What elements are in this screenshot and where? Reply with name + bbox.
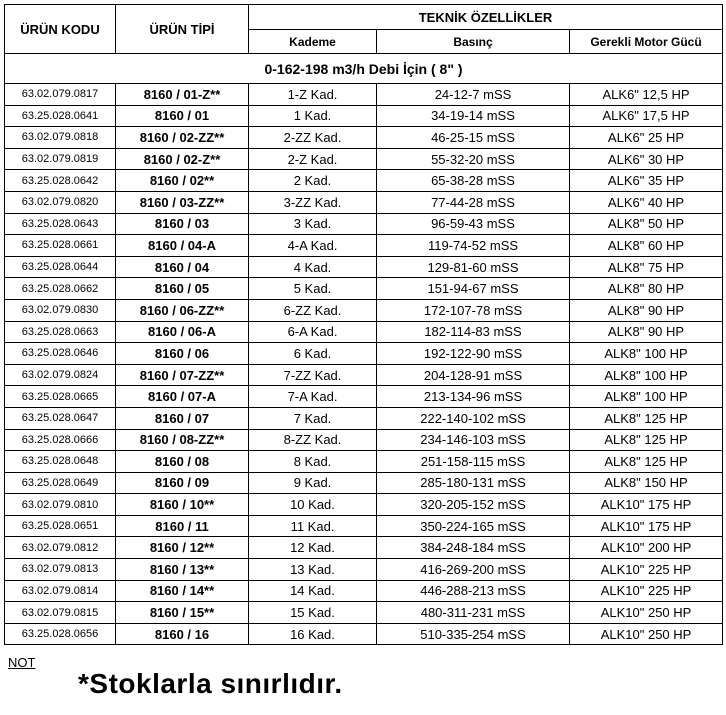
stage-cell: 13 Kad. — [249, 559, 377, 581]
pressure-cell: 350-224-165 mSS — [377, 515, 570, 537]
table-row — [5, 429, 723, 451]
stage-cell: 4-A Kad. — [249, 235, 377, 257]
table-row — [5, 148, 723, 170]
product-code-cell: 63.02.079.0819 — [5, 148, 116, 170]
table-row — [5, 364, 723, 386]
product-type-cell: 8160 / 08 — [116, 451, 249, 473]
pressure-cell: 96-59-43 mSS — [377, 213, 570, 235]
motor-power-cell: ALK6" 12,5 HP — [570, 84, 723, 106]
pressure-cell: 251-158-115 mSS — [377, 451, 570, 473]
product-type-cell: 8160 / 16 — [116, 623, 249, 645]
motor-power-cell: ALK10" 225 HP — [570, 559, 723, 581]
header-product-type: ÜRÜN TİPİ — [116, 5, 249, 54]
product-code-cell: 63.25.028.0648 — [5, 451, 116, 473]
pressure-cell: 55-32-20 mSS — [377, 148, 570, 170]
motor-power-cell: ALK8" 80 HP — [570, 278, 723, 300]
stage-cell: 7-A Kad. — [249, 386, 377, 408]
product-type-cell: 8160 / 11 — [116, 515, 249, 537]
product-type-cell: 8160 / 04 — [116, 256, 249, 278]
pressure-cell: 151-94-67 mSS — [377, 278, 570, 300]
motor-power-cell: ALK8" 100 HP — [570, 343, 723, 365]
pressure-cell: 446-288-213 mSS — [377, 580, 570, 602]
stage-cell: 6-A Kad. — [249, 321, 377, 343]
product-code-cell: 63.02.079.0824 — [5, 364, 116, 386]
pressure-cell: 24-12-7 mSS — [377, 84, 570, 106]
stage-cell: 7 Kad. — [249, 407, 377, 429]
product-code-cell: 63.25.028.0649 — [5, 472, 116, 494]
stage-cell: 8 Kad. — [249, 451, 377, 473]
product-code-cell: 63.25.028.0644 — [5, 256, 116, 278]
product-type-cell: 8160 / 08-ZZ** — [116, 429, 249, 451]
pressure-cell: 182-114-83 mSS — [377, 321, 570, 343]
stage-cell: 7-ZZ Kad. — [249, 364, 377, 386]
product-code-cell: 63.25.028.0643 — [5, 213, 116, 235]
product-code-cell: 63.25.028.0641 — [5, 105, 116, 127]
table-row — [5, 278, 723, 300]
table-row — [5, 191, 723, 213]
pressure-cell: 222-140-102 mSS — [377, 407, 570, 429]
motor-power-cell: ALK8" 60 HP — [570, 235, 723, 257]
product-type-cell: 8160 / 03-ZZ** — [116, 191, 249, 213]
product-type-cell: 8160 / 05 — [116, 278, 249, 300]
table-row — [5, 170, 723, 192]
product-type-cell: 8160 / 13** — [116, 559, 249, 581]
table-row — [5, 235, 723, 257]
stage-cell: 6-ZZ Kad. — [249, 299, 377, 321]
product-type-cell: 8160 / 07-A — [116, 386, 249, 408]
motor-power-cell: ALK8" 90 HP — [570, 321, 723, 343]
stage-cell: 14 Kad. — [249, 580, 377, 602]
motor-power-cell: ALK10" 175 HP — [570, 494, 723, 516]
product-type-cell: 8160 / 06-ZZ** — [116, 299, 249, 321]
product-code-cell: 63.02.079.0815 — [5, 602, 116, 624]
motor-power-cell: ALK8" 125 HP — [570, 407, 723, 429]
motor-power-cell: ALK8" 100 HP — [570, 386, 723, 408]
table-row — [5, 515, 723, 537]
motor-power-cell: ALK6" 40 HP — [570, 191, 723, 213]
pressure-cell: 192-122-90 mSS — [377, 343, 570, 365]
product-code-cell: 63.02.079.0810 — [5, 494, 116, 516]
pressure-cell: 129-81-60 mSS — [377, 256, 570, 278]
motor-power-cell: ALK8" 75 HP — [570, 256, 723, 278]
table-row — [5, 602, 723, 624]
pressure-cell: 172-107-78 mSS — [377, 299, 570, 321]
pressure-cell: 416-269-200 mSS — [377, 559, 570, 581]
product-code-cell: 63.25.028.0651 — [5, 515, 116, 537]
stage-cell: 2-ZZ Kad. — [249, 127, 377, 149]
stage-cell: 6 Kad. — [249, 343, 377, 365]
pressure-cell: 46-25-15 mSS — [377, 127, 570, 149]
motor-power-cell: ALK10" 175 HP — [570, 515, 723, 537]
product-code-cell: 63.02.079.0820 — [5, 191, 116, 213]
product-code-cell: 63.25.028.0642 — [5, 170, 116, 192]
flow-rate-label: 0-162-198 m3/h Debi İçin ( 8" ) — [5, 54, 723, 84]
product-code-cell: 63.02.079.0817 — [5, 84, 116, 106]
pressure-cell: 285-180-131 mSS — [377, 472, 570, 494]
header-motor-power: Gerekli Motor Gücü — [570, 30, 723, 54]
pressure-cell: 34-19-14 mSS — [377, 105, 570, 127]
note-label: NOT — [8, 655, 36, 670]
table-row — [5, 559, 723, 581]
product-code-cell: 63.02.079.0830 — [5, 299, 116, 321]
motor-power-cell: ALK6" 17,5 HP — [570, 105, 723, 127]
product-code-cell: 63.25.028.0666 — [5, 429, 116, 451]
pressure-cell: 510-335-254 mSS — [377, 623, 570, 645]
stage-cell: 11 Kad. — [249, 515, 377, 537]
stage-cell: 3-ZZ Kad. — [249, 191, 377, 213]
motor-power-cell: ALK8" 150 HP — [570, 472, 723, 494]
motor-power-cell: ALK10" 225 HP — [570, 580, 723, 602]
header-product-code: ÜRÜN KODU — [5, 5, 116, 54]
product-code-cell: 63.25.028.0663 — [5, 321, 116, 343]
table-row — [5, 494, 723, 516]
product-type-cell: 8160 / 01 — [116, 105, 249, 127]
stage-cell: 9 Kad. — [249, 472, 377, 494]
table-row — [5, 213, 723, 235]
product-code-cell: 63.02.079.0813 — [5, 559, 116, 581]
table-row — [5, 343, 723, 365]
motor-power-cell: ALK8" 90 HP — [570, 299, 723, 321]
pressure-cell: 384-248-184 mSS — [377, 537, 570, 559]
product-code-cell: 63.25.028.0656 — [5, 623, 116, 645]
table-row — [5, 84, 723, 106]
product-code-cell: 63.02.079.0814 — [5, 580, 116, 602]
motor-power-cell: ALK8" 100 HP — [570, 364, 723, 386]
table-row — [5, 299, 723, 321]
product-code-cell: 63.25.028.0665 — [5, 386, 116, 408]
pressure-cell: 234-146-103 mSS — [377, 429, 570, 451]
product-type-cell: 8160 / 07 — [116, 407, 249, 429]
product-type-cell: 8160 / 14** — [116, 580, 249, 602]
stage-cell: 1 Kad. — [249, 105, 377, 127]
pressure-cell: 65-38-28 mSS — [377, 170, 570, 192]
stage-cell: 12 Kad. — [249, 537, 377, 559]
stage-cell: 8-ZZ Kad. — [249, 429, 377, 451]
table-row — [5, 127, 723, 149]
product-type-cell: 8160 / 06 — [116, 343, 249, 365]
product-code-cell: 63.25.028.0647 — [5, 407, 116, 429]
stage-cell: 16 Kad. — [249, 623, 377, 645]
motor-power-cell: ALK8" 125 HP — [570, 429, 723, 451]
table-row — [5, 386, 723, 408]
product-code-cell: 63.02.079.0812 — [5, 537, 116, 559]
product-type-cell: 8160 / 02** — [116, 170, 249, 192]
motor-power-cell: ALK8" 50 HP — [570, 213, 723, 235]
header-technical-specs: TEKNİK ÖZELLİKLER — [249, 5, 723, 30]
table-row — [5, 472, 723, 494]
note-text: *Stoklarla sınırlıdır. — [78, 668, 343, 699]
product-type-cell: 8160 / 12** — [116, 537, 249, 559]
product-code-cell: 63.25.028.0662 — [5, 278, 116, 300]
table-row — [5, 537, 723, 559]
header-pressure: Basınç — [377, 30, 570, 54]
stage-cell: 1-Z Kad. — [249, 84, 377, 106]
stage-cell: 10 Kad. — [249, 494, 377, 516]
product-type-cell: 8160 / 06-A — [116, 321, 249, 343]
product-type-cell: 8160 / 02-Z** — [116, 148, 249, 170]
motor-power-cell: ALK6" 30 HP — [570, 148, 723, 170]
table-row — [5, 321, 723, 343]
stage-cell: 2 Kad. — [249, 170, 377, 192]
pressure-cell: 213-134-96 mSS — [377, 386, 570, 408]
product-code-cell: 63.25.028.0661 — [5, 235, 116, 257]
stage-cell: 5 Kad. — [249, 278, 377, 300]
product-type-cell: 8160 / 01-Z** — [116, 84, 249, 106]
product-type-cell: 8160 / 15** — [116, 602, 249, 624]
stage-cell: 2-Z Kad. — [249, 148, 377, 170]
product-type-cell: 8160 / 03 — [116, 213, 249, 235]
motor-power-cell: ALK6" 35 HP — [570, 170, 723, 192]
table-row — [5, 623, 723, 645]
motor-power-cell: ALK10" 250 HP — [570, 602, 723, 624]
header-stage: Kademe — [249, 30, 377, 54]
product-type-cell: 8160 / 07-ZZ** — [116, 364, 249, 386]
stage-cell: 15 Kad. — [249, 602, 377, 624]
pressure-cell: 119-74-52 mSS — [377, 235, 570, 257]
table-row — [5, 407, 723, 429]
product-type-cell: 8160 / 10** — [116, 494, 249, 516]
table-row — [5, 105, 723, 127]
pressure-cell: 480-311-231 mSS — [377, 602, 570, 624]
product-type-cell: 8160 / 09 — [116, 472, 249, 494]
table-row — [5, 256, 723, 278]
pressure-cell: 77-44-28 mSS — [377, 191, 570, 213]
product-type-cell: 8160 / 04-A — [116, 235, 249, 257]
table-row — [5, 451, 723, 473]
pressure-cell: 204-128-91 mSS — [377, 364, 570, 386]
stage-cell: 4 Kad. — [249, 256, 377, 278]
motor-power-cell: ALK10" 250 HP — [570, 623, 723, 645]
product-type-cell: 8160 / 02-ZZ** — [116, 127, 249, 149]
product-code-cell: 63.02.079.0818 — [5, 127, 116, 149]
motor-power-cell: ALK8" 125 HP — [570, 451, 723, 473]
spec-table — [4, 4, 723, 645]
stage-cell: 3 Kad. — [249, 213, 377, 235]
motor-power-cell: ALK6" 25 HP — [570, 127, 723, 149]
motor-power-cell: ALK10" 200 HP — [570, 537, 723, 559]
product-code-cell: 63.25.028.0646 — [5, 343, 116, 365]
table-row — [5, 580, 723, 602]
pressure-cell: 320-205-152 mSS — [377, 494, 570, 516]
